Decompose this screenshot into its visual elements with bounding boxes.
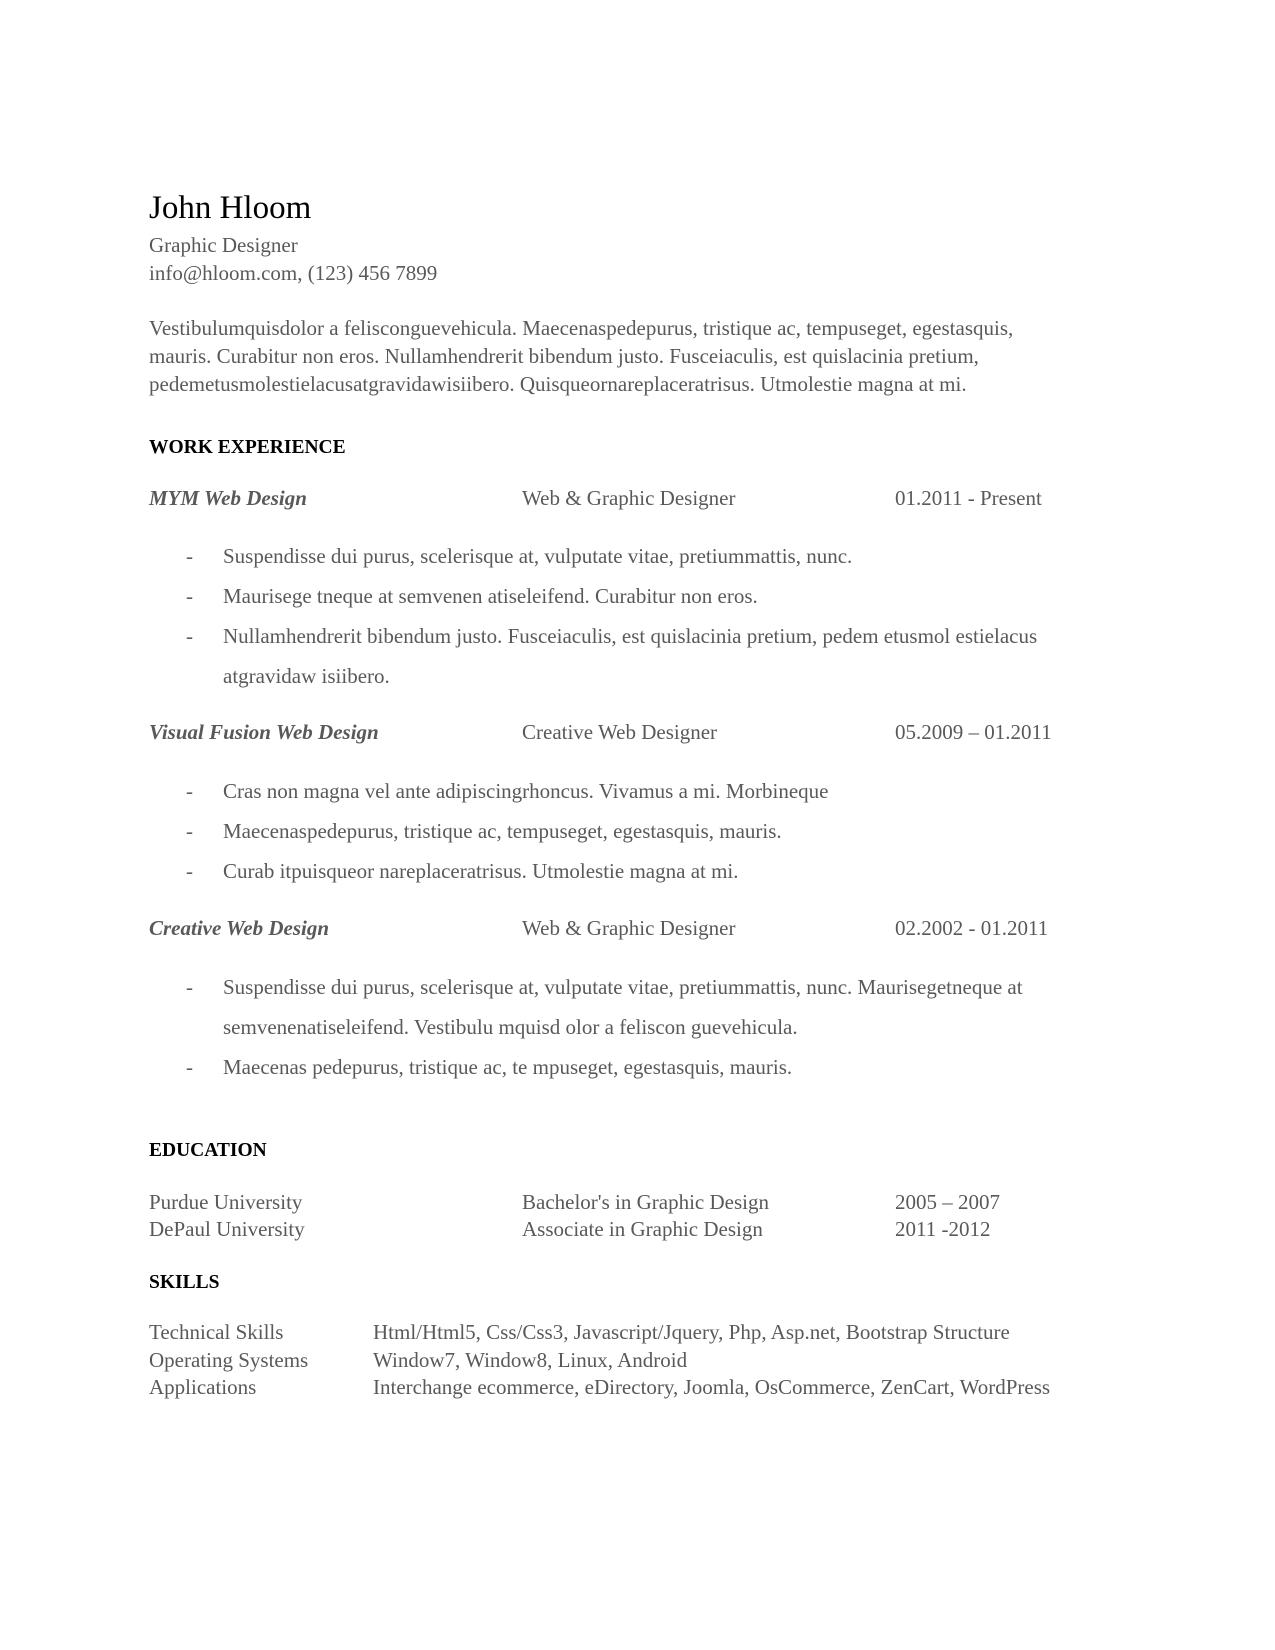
education-years: 2005 – 2007 (895, 1190, 1000, 1214)
bullet-marker: - (186, 624, 193, 648)
bullet-marker: - (186, 584, 193, 608)
skills-heading: SKILLS (149, 1272, 220, 1293)
job-company: Visual Fusion Web Design (149, 720, 379, 744)
education-row (149, 1215, 1149, 1243)
list-item (186, 771, 1146, 811)
list-item (186, 576, 1146, 616)
skill-value: Interchange ecommerce, eDirectory, Joomla, OsCommerce, ZenCart, WordPress (373, 1375, 1051, 1399)
list-item (186, 967, 1146, 1047)
list-item (186, 851, 1146, 891)
bullet-text: Maecenaspedepurus, tristique ac, tempuseget, egestasquis, mauris. (223, 819, 782, 843)
education-school: DePaul University (149, 1217, 305, 1241)
summary-line: pedemetusmolestielacusatgravidawisiibero. Quisqueornareplaceratrisus. Utmolestie magna at mi. (149, 372, 967, 396)
job-entry-header (149, 483, 1149, 513)
list-item (186, 616, 1146, 696)
summary-paragraph (149, 314, 1013, 398)
skill-row (149, 1373, 1149, 1401)
skill-label: Operating Systems (149, 1348, 309, 1372)
bullet-text: Suspendisse dui purus, scelerisque at, vulputate vitae, pretiummattis, nunc. Maurisegetneque at (223, 975, 1023, 999)
bullet-text: Maecenas pedepurus, tristique ac, te mpuseget, egestasquis, mauris. (223, 1055, 793, 1079)
skill-row (149, 1318, 1149, 1346)
education-degree: Bachelor's in Graphic Design (522, 1190, 769, 1214)
skill-row (149, 1346, 1149, 1374)
bullet-marker: - (186, 779, 193, 803)
bullet-text-continued: semvenenatiseleifend. Vestibulu mquisd olor a feliscon guevehicula. (223, 1015, 798, 1039)
job-role: Web & Graphic Designer (522, 486, 736, 510)
education-school: Purdue University (149, 1190, 303, 1214)
applicant-job-title: Graphic Designer (149, 233, 298, 257)
job-role: Web & Graphic Designer (522, 916, 736, 940)
education-years: 2011 -2012 (895, 1217, 991, 1241)
job-bullet-list (186, 967, 1146, 1087)
education-row (149, 1188, 1149, 1216)
job-company: MYM Web Design (149, 486, 307, 510)
job-role: Creative Web Designer (522, 720, 718, 744)
skill-value: Window7, Window8, Linux, Android (373, 1348, 688, 1372)
skill-label: Technical Skills (149, 1320, 284, 1344)
bullet-marker: - (186, 544, 193, 568)
bullet-text: Maurisege tneque at semvenen atiseleifend. Curabitur non eros. (223, 584, 758, 608)
summary-line: Vestibulumquisdolor a felisconguevehicula. Maecenaspedepurus, tristique ac, tempuseget, egestasquis, (149, 316, 1014, 340)
bullet-text-continued: atgravidaw isiibero. (223, 664, 390, 688)
bullet-text: Curab itpuisqueor nareplaceratrisus. Utmolestie magna at mi. (223, 859, 739, 883)
job-entry-header (149, 913, 1149, 943)
education-heading: EDUCATION (149, 1140, 267, 1161)
bullet-marker: - (186, 1055, 193, 1079)
list-item (186, 536, 1146, 576)
applicant-name: John Hloom (149, 190, 312, 226)
job-entry-header (149, 717, 1149, 747)
skill-value: Html/Html5, Css/Css3, Javascript/Jquery, Php, Asp.net, Bootstrap Structure (373, 1320, 1010, 1344)
summary-line: mauris. Curabitur non eros. Nullamhendrerit bibendum justo. Fusceiaculis, est quislacinia pretium, (149, 344, 979, 368)
bullet-text: Suspendisse dui purus, scelerisque at, vulputate vitae, pretiummattis, nunc. (223, 544, 853, 568)
work-experience-heading: WORK EXPERIENCE (149, 437, 346, 458)
job-bullet-list (186, 536, 1146, 696)
job-company: Creative Web Design (149, 916, 330, 940)
job-dates: 01.2011 - Present (895, 486, 1042, 510)
job-dates: 02.2002 - 01.2011 (895, 916, 1049, 940)
job-bullet-list (186, 771, 1146, 891)
skill-label: Applications (149, 1375, 257, 1399)
job-dates: 05.2009 – 01.2011 (895, 720, 1052, 744)
list-item (186, 811, 1146, 851)
education-degree: Associate in Graphic Design (522, 1217, 763, 1241)
applicant-contact: info@hloom.com, (123) 456 7899 (149, 261, 438, 285)
list-item (186, 1047, 1146, 1087)
bullet-marker: - (186, 819, 193, 843)
bullet-marker: - (186, 975, 193, 999)
bullet-text: Cras non magna vel ante adipiscingrhoncus. Vivamus a mi. Morbineque (223, 779, 829, 803)
bullet-text: Nullamhendrerit bibendum justo. Fusceiaculis, est quislacinia pretium, pedem etusmol estielacus (223, 624, 1038, 648)
bullet-marker: - (186, 859, 193, 883)
